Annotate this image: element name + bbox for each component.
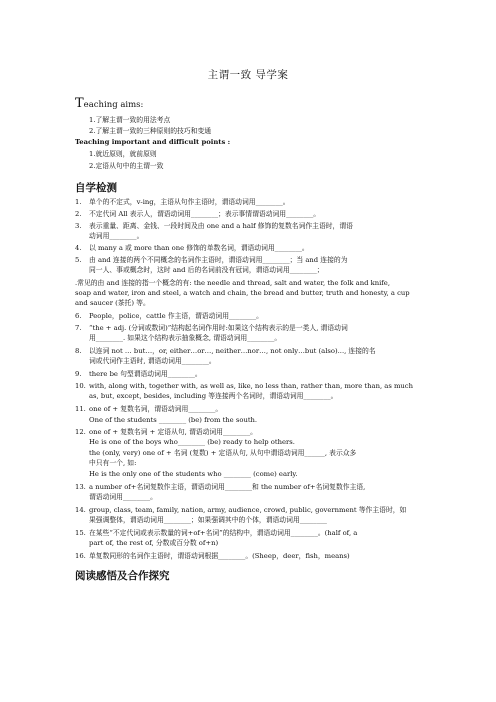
- question-line: 用________. 如果这个结构表示抽象概念, 谓语动词用________。: [89, 334, 282, 342]
- aims-heading-rest: eaching aims:: [83, 100, 144, 110]
- question-line: He is one of the boys who________ (be) ready to help others.: [89, 438, 295, 446]
- question-line: He is the only one of the students who ________ (come) early.: [89, 470, 298, 478]
- question-line: 在某些“不定代词或表示数量的词+of+名词”的结构中，谓语动词用________。(half of, a: [89, 529, 358, 537]
- aim-item: 2.了解主谓一致的三种原则的技巧和变通: [89, 127, 212, 135]
- question-number: 1.: [75, 198, 82, 206]
- aim-item: 1.了解主谓一致的用法考点: [89, 116, 171, 124]
- question-line: a number of+名词复数作主语，谓语动词用________和 the number of+名词复数作主语,: [89, 483, 366, 491]
- question-line: 表示重量、距离、金钱、一段时间及由 one and a half 修饰的复数名词作主语时，谓语: [89, 222, 353, 230]
- question-number: 2.: [75, 210, 82, 218]
- aims-heading-initial: T: [75, 96, 84, 111]
- question-line: 由 and 连接的两个不同概念的名词作主语时，谓语动词用________；当 and 连接的为: [89, 256, 348, 264]
- question-line: 动词用________。: [89, 232, 144, 240]
- question-line: 果强调整体，谓语动词用________；如果强调其中的个体，谓语动词用________: [89, 516, 327, 524]
- question-number: 11.: [75, 405, 86, 413]
- page-title: 主谓一致 导学案: [207, 69, 289, 81]
- question-line: there be 句型谓语动词用________。: [89, 370, 202, 378]
- question-line: 单个的不定式，v-ing，主语从句作主语时，谓语动词用________。: [89, 198, 290, 206]
- key-points-heading: Teaching important and difficult points :: [75, 138, 231, 146]
- question-line: People，police，cattle 作主语，谓语动词用________。: [89, 312, 263, 320]
- question-number: 3.: [75, 222, 82, 230]
- question-number: 13.: [75, 483, 86, 491]
- section-reading: 阅读感悟及合作探究: [75, 570, 170, 582]
- question-line: the (only, very) one of + 名词 (复数) + 定语从句, 从句中谓语动词用______, 表示众多: [89, 449, 357, 457]
- question-line: 同一人、事或概念时，这时 and 后的名词前没有冠词，谓语动词用________；: [89, 266, 324, 274]
- question-number: 16.: [75, 552, 86, 560]
- question-line: one of + 复数名词，谓语动词用________。: [89, 405, 223, 413]
- aims-heading: [75, 96, 143, 111]
- question-line: “the + adj. (分词或数词)”结构起名词作用时:如果这个结构表示的是一类人, 谓语动词: [89, 324, 348, 332]
- note-line: soap and water, iron and steel, a watch and chain, the bread and butter, truth and honesty, a cup: [75, 289, 410, 297]
- question-number: 6.: [75, 312, 82, 320]
- question-line: One of the students ________ (be) from the south.: [89, 416, 258, 424]
- key-point-item: 2.定语从句中的主谓一致: [89, 162, 164, 170]
- question-line: 不定代词 All 表示人，谓语动词用________；表示事情谓语动词用________。: [89, 210, 321, 218]
- question-number: 7.: [75, 324, 82, 332]
- question-line: one of + 复数名词 + 定语从句, 谓语动词用________。: [89, 428, 257, 436]
- question-number: 9.: [75, 370, 82, 378]
- key-point-item: 1.就近原则，就前原则: [89, 150, 157, 158]
- question-number: 4.: [75, 244, 82, 252]
- question-line: group, class, team, family, nation, army, audience, crowd, public, government 等作主语时，如: [89, 506, 407, 514]
- question-number: 15.: [75, 529, 86, 537]
- note-line: .常见的由 and 连接的指一个概念的有: the needle and thread, salt and water, the folk and knife,: [75, 279, 390, 287]
- question-line: part of, the rest of, 分数或百分数 of+n): [89, 539, 219, 547]
- note-line: and saucer (茶托) 等。: [75, 299, 150, 307]
- section-self-check: 自学检测: [75, 182, 117, 194]
- question-line: 中只有一个, 如:: [89, 459, 137, 467]
- question-number: 5.: [75, 256, 82, 264]
- question-number: 8.: [75, 347, 82, 355]
- question-line: 以连词 not … but…，or, either…or…, neither…nor…, not only…but (also)..., 连接的名: [89, 347, 376, 355]
- question-line: 谓语动词用________。: [89, 493, 157, 501]
- question-line: 单复数同形的名词作主语时，谓语动词根据________。(Sheep，deer，fish，means): [89, 552, 350, 560]
- question-number: 10.: [75, 382, 86, 390]
- question-number: 14.: [75, 506, 86, 514]
- question-line: 以 many a 或 more than one 修饰的单数名词，谓语动词用________。: [89, 244, 309, 252]
- question-line: 词或代词作主语时, 谓语动词用________。: [89, 357, 216, 365]
- question-line: as, but, except, besides, including 等连接两个名词时，谓语动词用________。: [89, 392, 338, 400]
- question-number: 12.: [75, 428, 86, 436]
- question-line: with, along with, together with, as well as, like, no less than, rather than, more than, as much: [89, 382, 413, 390]
